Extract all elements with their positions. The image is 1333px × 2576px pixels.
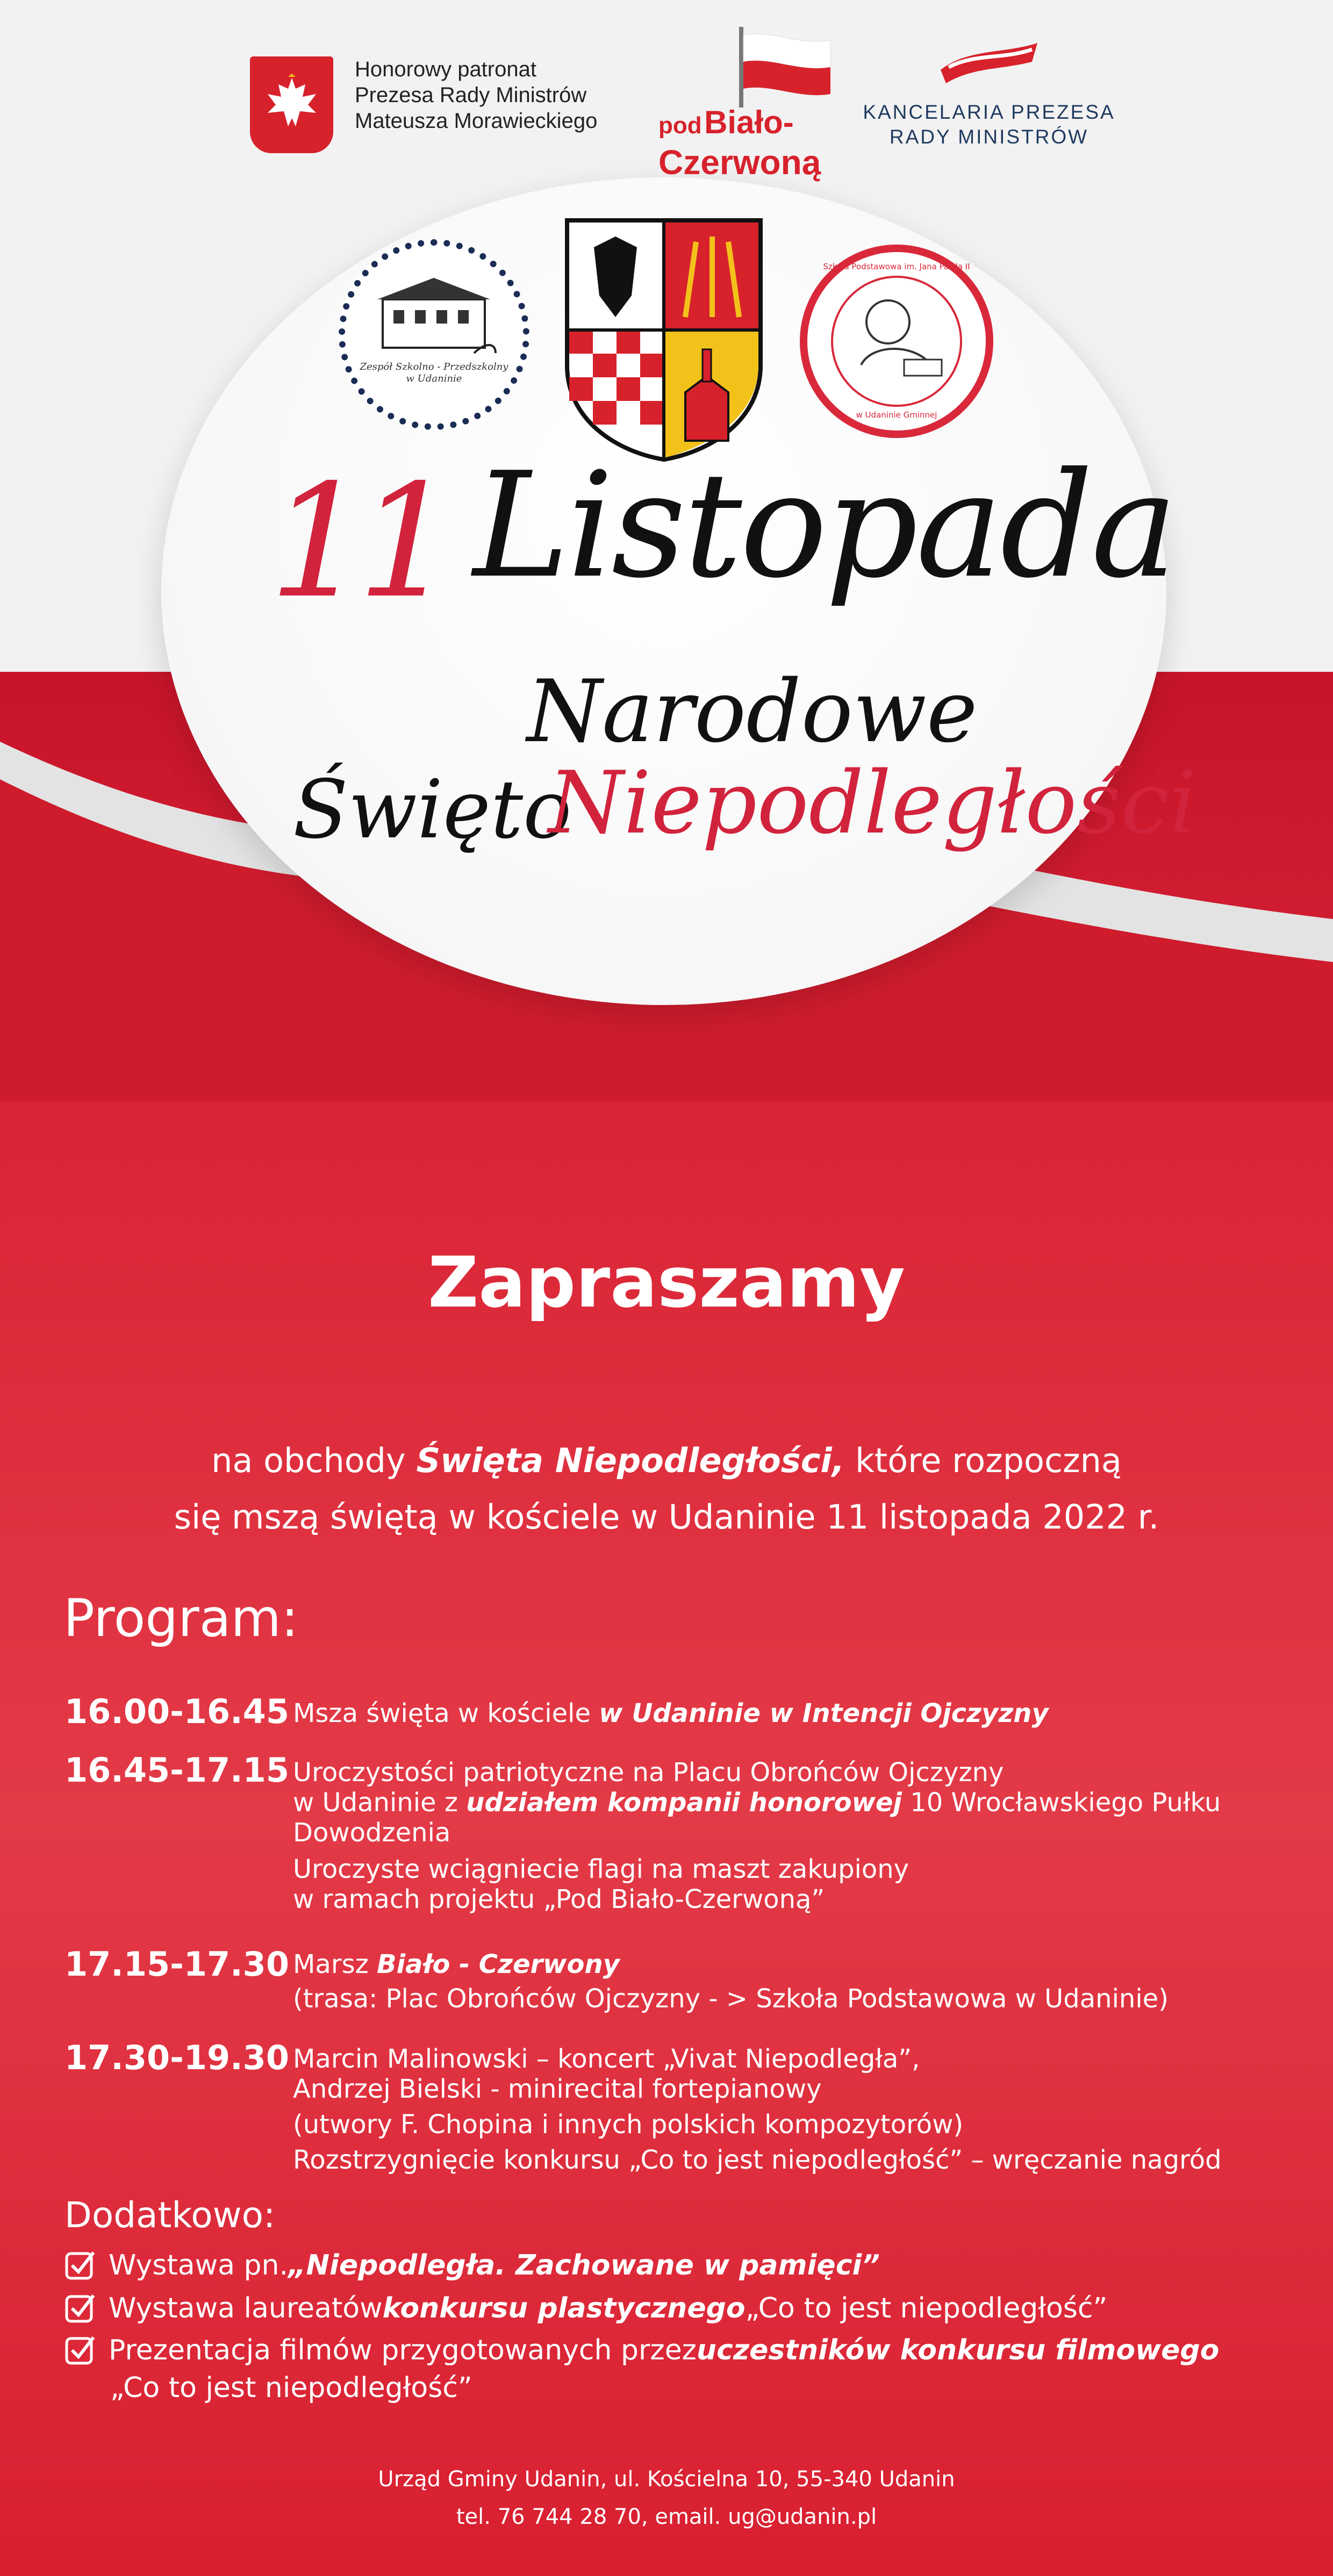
patron-line-2: Prezesa Rady Ministrów <box>355 83 587 107</box>
program-desc-2 <box>293 1757 1271 1914</box>
patron-text <box>355 56 597 134</box>
bialo-word: Biało- <box>704 104 794 140</box>
school-building-icon <box>345 246 522 423</box>
eagle-icon <box>262 73 321 137</box>
line-em: w Udaninie w Intencji Ojczyzny <box>599 1698 1049 1728</box>
czerwona-word: Czerwoną <box>658 143 821 182</box>
seal-top-text: Szkoła Podstawowa im. Jana Pawła II <box>823 262 970 271</box>
invite-heading: Zapraszamy <box>428 1242 905 1323</box>
seal-bottom-text: w Udaninie Gminnej <box>856 410 937 420</box>
line-post: 10 Wrocławskiego Pułku <box>901 1788 1221 1818</box>
school-caption-2: w Udaninie <box>406 373 462 384</box>
extra-pre: Prezentacja filmów przygotowanych przez <box>109 2334 697 2366</box>
extra-em: uczestników konkursu filmowego <box>696 2334 1220 2366</box>
program-time-3: 17.15-17.30 <box>64 1944 289 1984</box>
patron-block <box>250 56 597 153</box>
program-time-4: 17.30-19.30 <box>64 2038 289 2077</box>
program-time-1: 16.00-16.45 <box>64 1692 289 1731</box>
line-pre: Msza święta w kościele <box>293 1698 599 1728</box>
line-pre: w ramach projektu „Pod Biało-Czerwoną” <box>293 1884 825 1914</box>
extra-pre: Wystawa laureatów <box>109 2292 383 2324</box>
title-swieto: Święto <box>293 763 572 857</box>
intro-line1-em: Święta Niepodległości, <box>416 1441 845 1480</box>
line-pre: Uroczyste wciągniecie flagi na maszt zakupiony <box>293 1854 909 1884</box>
line-em: Biało - Czerwony <box>377 1949 620 1979</box>
line-pre: Marcin Malinowski – koncert „Vivat Niepodległa”, <box>293 2044 920 2074</box>
portrait-icon <box>807 252 986 430</box>
program-desc-1 <box>293 1698 1271 1728</box>
title-niepodleglosci: Niepodległości <box>548 752 1197 853</box>
footer-contact: tel. 76 744 28 70, email. ug@udanin.pl <box>456 2505 877 2529</box>
polish-eagle-emblem <box>250 56 333 153</box>
extra-item-1 <box>64 2249 880 2281</box>
line-em: udziałem kompanii honorowej <box>466 1788 902 1818</box>
kprm-line-1: KANCELARIA PREZESA <box>863 101 1115 123</box>
extras-heading: Dodatkowo: <box>64 2194 276 2236</box>
line-pre: (trasa: Plac Obrońców Ojczyzny - > Szkoła Podstawowa w Udaninie) <box>293 1984 1169 2014</box>
checkbox-icon <box>64 2292 97 2324</box>
title-day: 11 <box>269 451 446 633</box>
pod-word: pod <box>658 112 702 139</box>
footer-address: Urząd Gminy Udanin, ul. Kościelna 10, 55-340 Udanin <box>378 2467 955 2492</box>
flag-icon <box>658 24 852 110</box>
program-desc-3 <box>293 1949 1271 2014</box>
title-month: Listopada <box>473 441 1176 610</box>
checkbox-icon <box>64 2249 97 2281</box>
intro-line1-post: które rozpoczną <box>844 1441 1122 1480</box>
intro-line2: się mszą świętą w kościele w Udaninie 11 listopada 2022 r. <box>174 1497 1159 1537</box>
extra-item-3 <box>64 2334 1219 2366</box>
school-caption-1: Zespół Szkolno - Przedszkolny <box>360 361 508 372</box>
program-time-2: 16.45-17.15 <box>64 1750 289 1790</box>
line-pre: Marsz <box>293 1949 377 1979</box>
extra-em: konkursu plastycznego <box>382 2292 746 2324</box>
intro-text <box>108 1432 1226 1545</box>
line-pre: (utwory F. Chopina i innych polskich kompozytorów) <box>293 2109 964 2140</box>
intro-line1-pre: na obchody <box>211 1441 417 1480</box>
program-desc-4 <box>293 2044 1271 2175</box>
program-heading: Program: <box>63 1588 299 1648</box>
pod-bialo-czerwona-logo <box>658 24 852 180</box>
extra-post: „Co to jest niepodległość” <box>745 2292 1108 2324</box>
kprm-line-2: RADY MINISTRÓW <box>889 126 1089 148</box>
line-pre: w Udaninie z <box>293 1788 467 1818</box>
kprm-logo <box>863 38 1115 149</box>
gmina-coat-of-arms <box>562 215 766 462</box>
extra-em: „Niepodległa. Zachowane w pamięci” <box>288 2249 880 2281</box>
extra-item-2 <box>64 2292 1107 2324</box>
line-pre: Andrzej Bielski - minirecital fortepianowy <box>293 2074 822 2104</box>
patron-line-1: Honorowy patronat <box>355 58 536 81</box>
extra-pre: Wystawa pn. <box>109 2249 289 2281</box>
title-narodowe: Narodowe <box>527 661 978 762</box>
line-pre: Uroczystości patriotyczne na Placu Obrońców Ojczyzny <box>293 1757 1004 1788</box>
school-complex-logo <box>339 239 529 430</box>
checkbox-icon <box>64 2334 97 2366</box>
patron-line-3: Mateusza Morawieckiego <box>355 109 598 133</box>
line-pre: Rozstrzygnięcie konkursu „Co to jest niepodległość” – wręczanie nagród <box>293 2145 1222 2175</box>
kprm-flag-icon <box>930 38 1048 91</box>
primary-school-seal <box>800 245 993 438</box>
line-pre: Dowodzenia <box>293 1818 451 1848</box>
extra-continuation: „Co to jest niepodległość” <box>110 2372 472 2404</box>
